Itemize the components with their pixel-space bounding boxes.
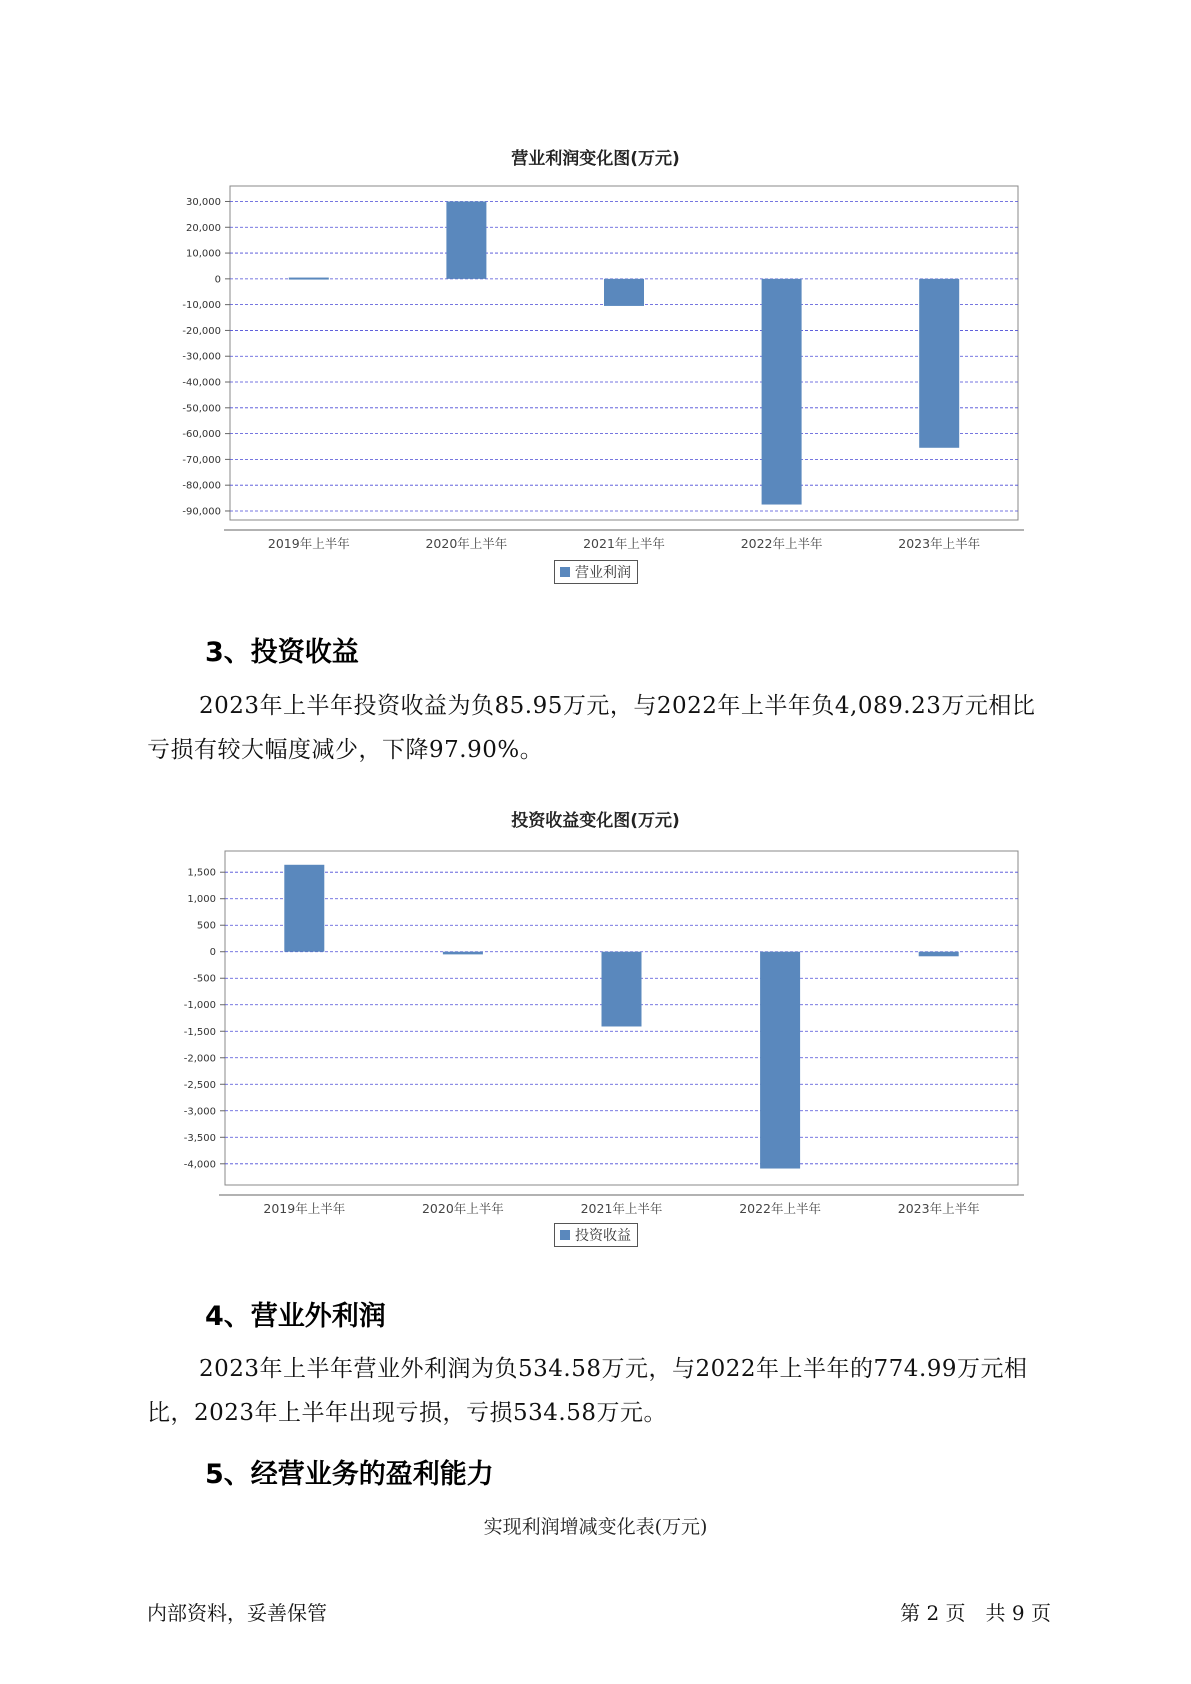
section-5-heading: 5、经营业务的盈利能力	[205, 1459, 494, 1490]
bar	[284, 865, 324, 952]
footer-page-number: 第 2 页 共 9 页	[900, 1601, 1051, 1625]
bar	[919, 952, 959, 957]
y-tick-label: -50,000	[182, 403, 221, 415]
chart-1-title: 营业利润变化图(万元)	[511, 149, 680, 169]
y-tick-label: -30,000	[182, 351, 221, 363]
x-tick-label: 2019年上半年	[263, 1201, 346, 1215]
operating-profit-chart	[0, 170, 1191, 550]
y-tick-label: -80,000	[182, 480, 221, 492]
bar	[446, 201, 486, 278]
y-tick-label: 500	[196, 920, 216, 932]
legend-swatch	[560, 567, 570, 577]
y-tick-label: -90,000	[182, 506, 221, 518]
chart-1-legend-label: 营业利润	[575, 565, 631, 581]
legend-swatch	[560, 1230, 570, 1240]
x-tick-label: 2020年上半年	[425, 536, 508, 550]
x-tick-label: 2022年上半年	[740, 536, 823, 550]
y-tick-label: -2,500	[183, 1079, 216, 1091]
bar	[443, 952, 483, 955]
section-4-text: 2023年上半年营业外利润为负534.58万元，与2022年上半年的774.99万元相比，2023年上半年出现亏损，亏损534.58万元。	[147, 1356, 1028, 1426]
y-tick-label: 10,000	[186, 248, 221, 260]
y-tick-label: 20,000	[186, 222, 221, 234]
y-tick-label: -60,000	[182, 429, 221, 441]
y-tick-label: 30,000	[186, 196, 221, 208]
plot-area	[230, 186, 1018, 520]
x-tick-label: 2020年上半年	[421, 1201, 504, 1215]
chart-2-legend	[554, 1223, 638, 1247]
chart-2-legend-label: 投资收益	[575, 1228, 631, 1244]
y-tick-label: 1,000	[187, 894, 216, 906]
chart-1-legend	[554, 560, 638, 584]
x-tick-label: 2023年上半年	[897, 1201, 980, 1215]
x-tick-label: 2021年上半年	[580, 1201, 663, 1215]
y-tick-label: -10,000	[182, 300, 221, 312]
y-tick-label: -1,000	[183, 1000, 216, 1012]
x-tick-label: 2021年上半年	[583, 536, 665, 550]
section-3-heading: 3、投资收益	[205, 637, 359, 668]
y-tick-label: -4,000	[183, 1159, 216, 1171]
y-tick-label: -500	[193, 973, 216, 985]
y-tick-label: -20,000	[182, 325, 221, 337]
footer-confidential: 内部资料，妥善保管	[147, 1601, 327, 1625]
y-tick-label: 0	[209, 947, 216, 959]
bar	[289, 278, 329, 280]
bar	[762, 279, 802, 505]
x-tick-label: 2023年上半年	[898, 536, 981, 550]
y-tick-label: -3,500	[183, 1132, 216, 1144]
y-tick-label: -1,500	[183, 1026, 216, 1038]
bar	[604, 279, 644, 306]
x-tick-label: 2022年上半年	[739, 1201, 822, 1215]
y-tick-label: -40,000	[182, 377, 221, 389]
y-tick-label: -70,000	[182, 454, 221, 466]
x-tick-label: 2019年上半年	[267, 536, 350, 550]
section-3-text: 2023年上半年投资收益为负85.95万元，与2022年上半年负4,089.23万元相比亏损有较大幅度减少，下降97.90%。	[147, 693, 1036, 763]
bar	[919, 279, 959, 448]
y-tick-label: 0	[214, 274, 221, 286]
investment-income-chart	[0, 835, 1191, 1215]
y-tick-label: -2,000	[183, 1053, 216, 1065]
chart-2-title: 投资收益变化图(万元)	[511, 811, 680, 831]
section-4-heading: 4、营业外利润	[205, 1301, 386, 1332]
bar	[760, 952, 800, 1169]
y-tick-label: 1,500	[187, 867, 216, 879]
table-caption: 实现利润增减变化表(万元)	[483, 1516, 708, 1538]
bar	[602, 952, 642, 1027]
y-tick-label: -3,000	[183, 1106, 216, 1118]
